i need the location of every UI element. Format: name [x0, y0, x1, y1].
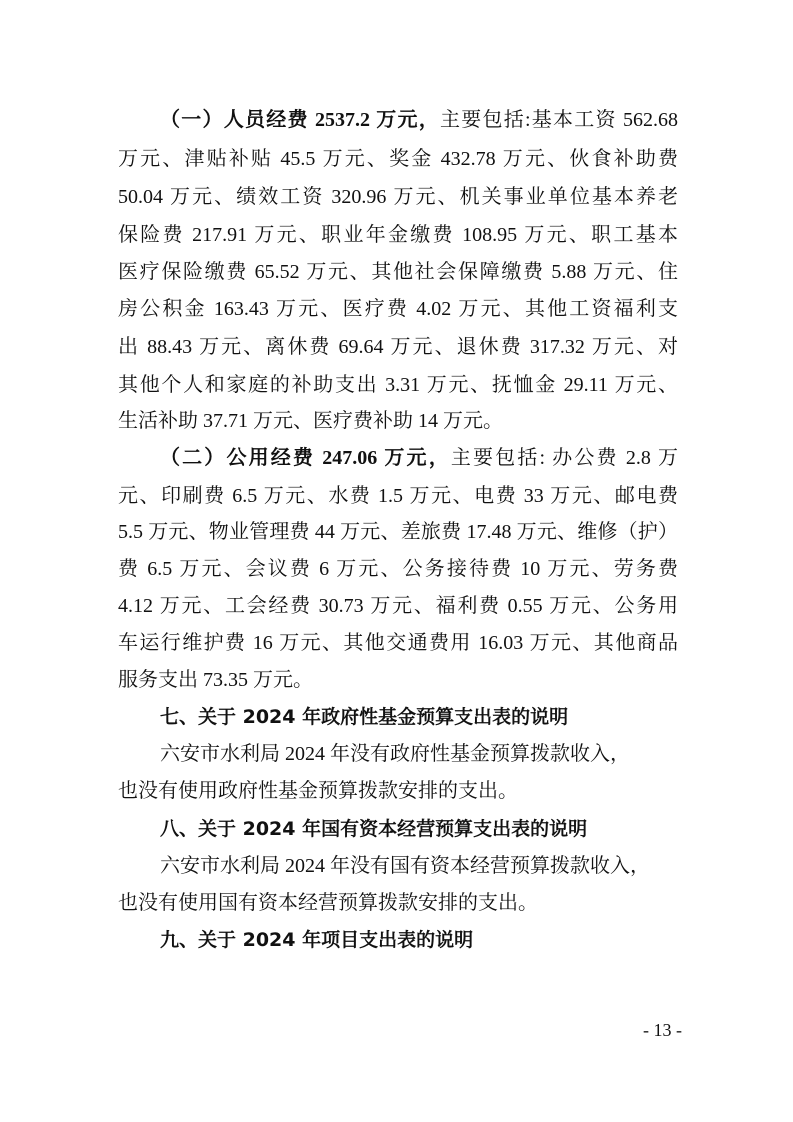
- para1-line-1: [160, 101, 678, 139]
- para2-line-4: 费 6.5 万元、会议费 6 万元、公务接待费 10 万元、劳务费: [118, 558, 678, 580]
- para2-line-1-text: 主要包括: 办公费 2.8 万: [450, 447, 678, 469]
- para2-line-1: [160, 439, 678, 477]
- page-number: - 13 -: [643, 1020, 682, 1040]
- section9-heading: 九、关于 2024 年项目支出表的说明: [160, 929, 474, 951]
- para2-line-7: 服务支出 73.35 万元。: [118, 669, 313, 691]
- section8-line-1: 六安市水利局 2024 年没有国有资本经营预算拨款收入，: [160, 855, 650, 877]
- para1-line-8: 其他个人和家庭的补助支出 3.31 万元、抚恤金 29.11 万元、: [118, 374, 678, 396]
- para1-line-4: 保险费 217.91 万元、职业年金缴费 108.95 万元、职工基本: [118, 224, 678, 246]
- para1-line-1-text: 主要包括:基本工资 562.68: [439, 109, 678, 131]
- para2-line-2: 元、印刷费 6.5 万元、水费 1.5 万元、电费 33 万元、邮电费: [118, 485, 678, 507]
- para1-lead: （一）人员经费 2537.2 万元，: [160, 109, 440, 131]
- para2-line-3: 5.5 万元、物业管理费 44 万元、差旅费 17.48 万元、维修（护）: [118, 521, 678, 543]
- para1-line-9: 生活补助 37.71 万元、医疗费补助 14 万元。: [118, 410, 503, 432]
- section8-heading: 八、关于 2024 年国有资本经营预算支出表的说明: [160, 818, 588, 840]
- para1-line-3: 50.04 万元、绩效工资 320.96 万元、机关事业单位基本养老: [118, 186, 678, 208]
- para1-line-5: 医疗保险缴费 65.52 万元、其他社会保障缴费 5.88 万元、住: [118, 261, 678, 283]
- para1-line-7: 出 88.43 万元、离休费 69.64 万元、退休费 317.32 万元、对: [118, 336, 678, 358]
- section7-line-1: 六安市水利局 2024 年没有政府性基金预算拨款收入，: [160, 743, 630, 765]
- section7-heading: 七、关于 2024 年政府性基金预算支出表的说明: [160, 706, 569, 728]
- para2-lead: （二）公用经费 247.06 万元，: [160, 447, 451, 469]
- section7-line-2: 也没有使用政府性基金预算拨款安排的支出。: [118, 780, 518, 802]
- para1-line-6: 房公积金 163.43 万元、医疗费 4.02 万元、其他工资福利支: [118, 298, 678, 320]
- para1-line-2: 万元、津贴补贴 45.5 万元、奖金 432.78 万元、伙食补助费: [118, 148, 678, 170]
- para2-line-6: 车运行维护费 16 万元、其他交通费用 16.03 万元、其他商品: [118, 632, 678, 654]
- section8-line-2: 也没有使用国有资本经营预算拨款安排的支出。: [118, 892, 538, 914]
- para2-line-5: 4.12 万元、工会经费 30.73 万元、福利费 0.55 万元、公务用: [118, 595, 678, 617]
